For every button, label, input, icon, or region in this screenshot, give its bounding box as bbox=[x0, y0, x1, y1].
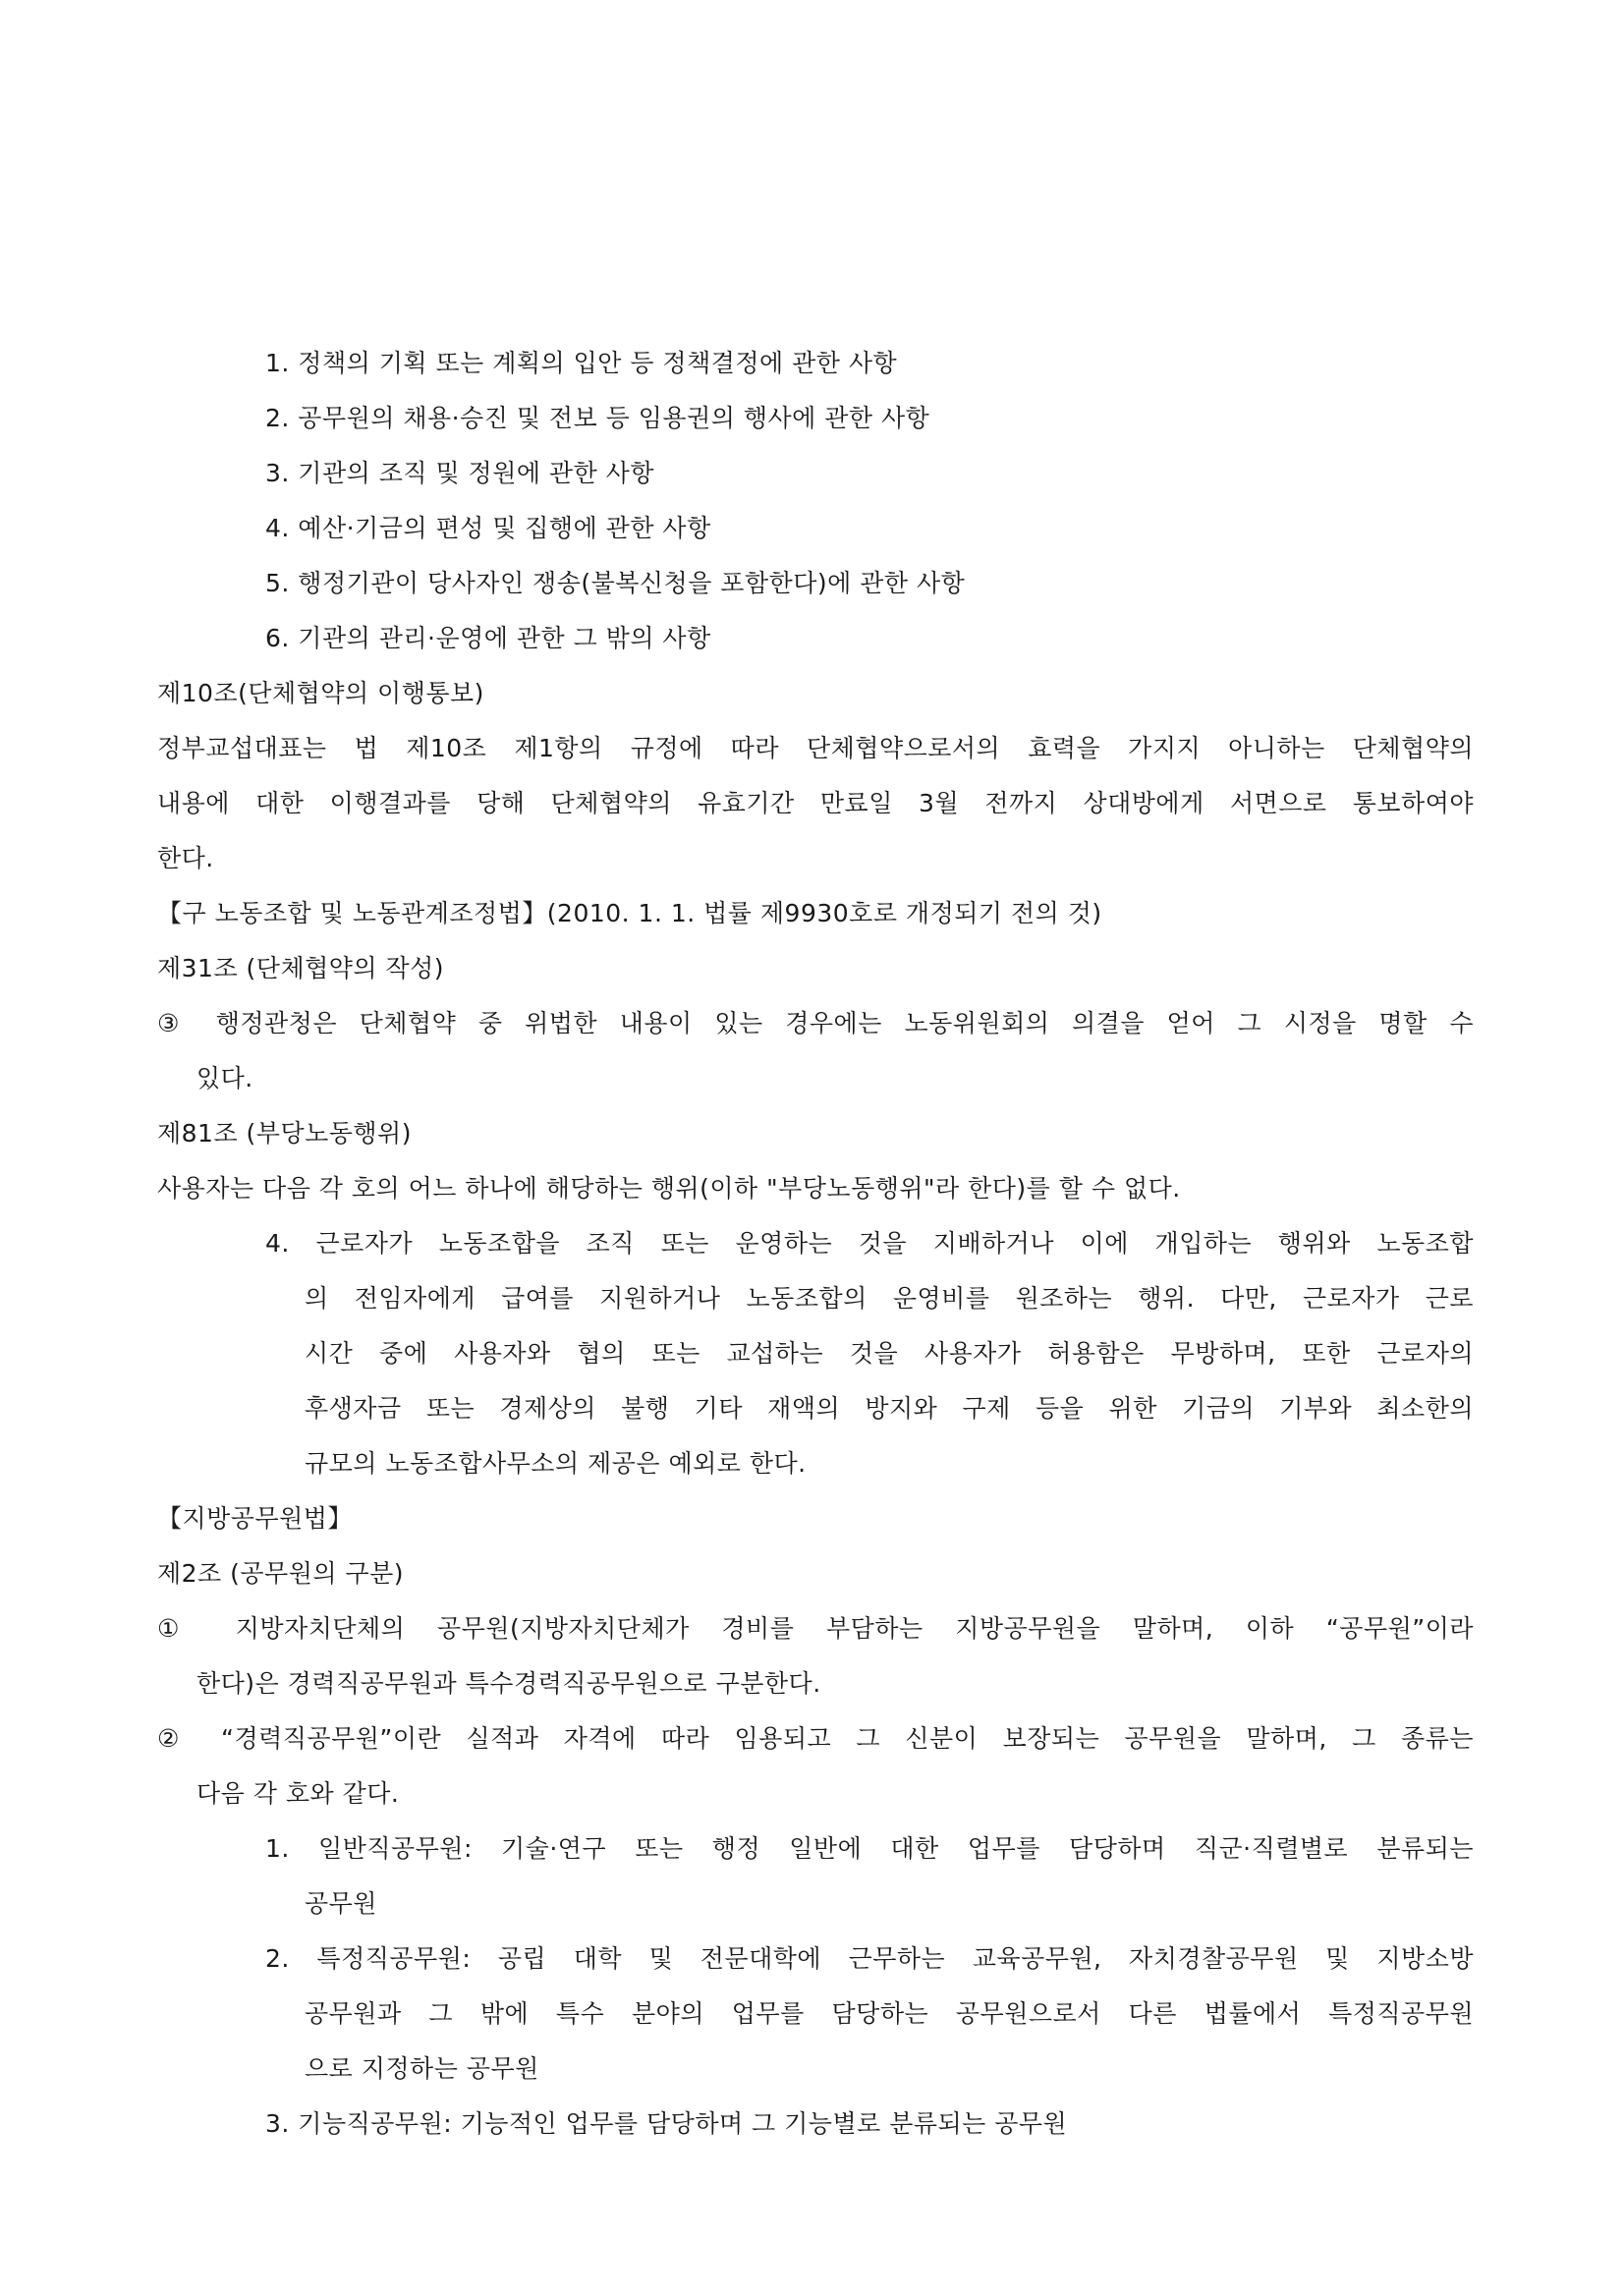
article-body-line: 정부교섭대표는 법 제10조 제1항의 규정에 따라 단체협약으로서의 효력을 가지지 아니하는 단체협약의 bbox=[157, 734, 1474, 762]
article-body-line: 사용자는 다음 각 호의 어느 하나에 해당하는 행위(이하 "부당노동행위"라 한다)를 할 수 없다. bbox=[157, 1174, 1181, 1203]
list-item: 2. 특정직공무원: 공립 대학 및 전문대학에 근무하는 교육공무원, 자치경찰공무원 및 지방소방 bbox=[265, 1944, 1474, 1973]
article-body-line: 내용에 대한 이행결과를 당해 단체협약의 유효기간 만료일 3월 전까지 상대방에게 서면으로 통보하여야 bbox=[157, 789, 1474, 817]
article-body-line: 한다. bbox=[157, 844, 214, 872]
article-heading: 제10조(단체협약의 이행통보) bbox=[157, 679, 484, 707]
list-item: 2. 공무원의 채용·승진 및 전보 등 임용권의 행사에 관한 사항 bbox=[265, 404, 930, 432]
list-item: 4. 근로자가 노동조합을 조직 또는 운영하는 것을 지배하거나 이에 개입하는 행위와 노동조합 bbox=[265, 1229, 1474, 1258]
list-item: 3. 기능직공무원: 기능적인 업무를 담당하며 그 기능별로 분류되는 공무원 bbox=[265, 2109, 1068, 2138]
list-item-continuation: 후생자금 또는 경제상의 불행 기타 재액의 방지와 구제 등을 위한 기금의 기부와 최소한의 bbox=[305, 1394, 1474, 1423]
law-heading: 【구 노동조합 및 노동관계조정법】(2010. 1. 1. 법률 제9930호로 개정되기 전의 것) bbox=[157, 899, 1102, 927]
article-heading: 제81조 (부당노동행위) bbox=[157, 1119, 412, 1148]
list-item-continuation: 의 전임자에게 급여를 지원하거나 노동조합의 운영비를 원조하는 행위. 다만, 근로자가 근로 bbox=[305, 1284, 1474, 1313]
article-paragraph-line: ① 지방자치단체의 공무원(지방자치단체가 경비를 부담하는 지방공무원을 말하며, 이하 “공무원”이라 bbox=[157, 1614, 1474, 1643]
law-heading: 【지방공무원법】 bbox=[157, 1504, 353, 1533]
list-item-continuation: 규모의 노동조합사무소의 제공은 예외로 한다. bbox=[305, 1449, 807, 1478]
article-paragraph-line: 한다)은 경력직공무원과 특수경력직공무원으로 구분한다. bbox=[196, 1669, 821, 1698]
article-heading: 제31조 (단체협약의 작성) bbox=[157, 954, 445, 982]
list-item-continuation: 시간 중에 사용자와 협의 또는 교섭하는 것을 사용자가 허용함은 무방하며, 또한 근로자의 bbox=[305, 1339, 1474, 1368]
list-item: 6. 기관의 관리·운영에 관한 그 밖의 사항 bbox=[265, 624, 711, 652]
article-paragraph-line: ③ 행정관청은 단체협약 중 위법한 내용이 있는 경우에는 노동위원회의 의결을 얻어 그 시정을 명할 수 bbox=[157, 1009, 1474, 1037]
list-item-continuation: 공무원과 그 밖에 특수 분야의 업무를 담당하는 공무원으로서 다른 법률에서 특정직공무원 bbox=[305, 1999, 1474, 2028]
article-heading: 제2조 (공무원의 구분) bbox=[157, 1559, 405, 1588]
article-paragraph-line: 있다. bbox=[196, 1064, 253, 1092]
list-item: 1. 일반직공무원: 기술·연구 또는 행정 일반에 대한 업무를 담당하며 직군·직렬별로 분류되는 bbox=[265, 1834, 1474, 1863]
list-item-continuation: 으로 지정하는 공무원 bbox=[305, 2054, 539, 2083]
article-paragraph-line: ② “경력직공무원”이란 실적과 자격에 따라 임용되고 그 신분이 보장되는 공무원을 말하며, 그 종류는 bbox=[157, 1724, 1474, 1753]
list-item: 1. 정책의 기획 또는 계획의 입안 등 정책결정에 관한 사항 bbox=[265, 349, 898, 377]
list-item-continuation: 공무원 bbox=[305, 1889, 377, 1918]
list-item: 5. 행정기관이 당사자인 쟁송(불복신청을 포함한다)에 관한 사항 bbox=[265, 569, 966, 597]
list-item: 3. 기관의 조직 및 정원에 관한 사항 bbox=[265, 459, 654, 487]
article-paragraph-line: 다음 각 호와 같다. bbox=[196, 1779, 400, 1808]
list-item: 4. 예산·기금의 편성 및 집행에 관한 사항 bbox=[265, 514, 711, 542]
